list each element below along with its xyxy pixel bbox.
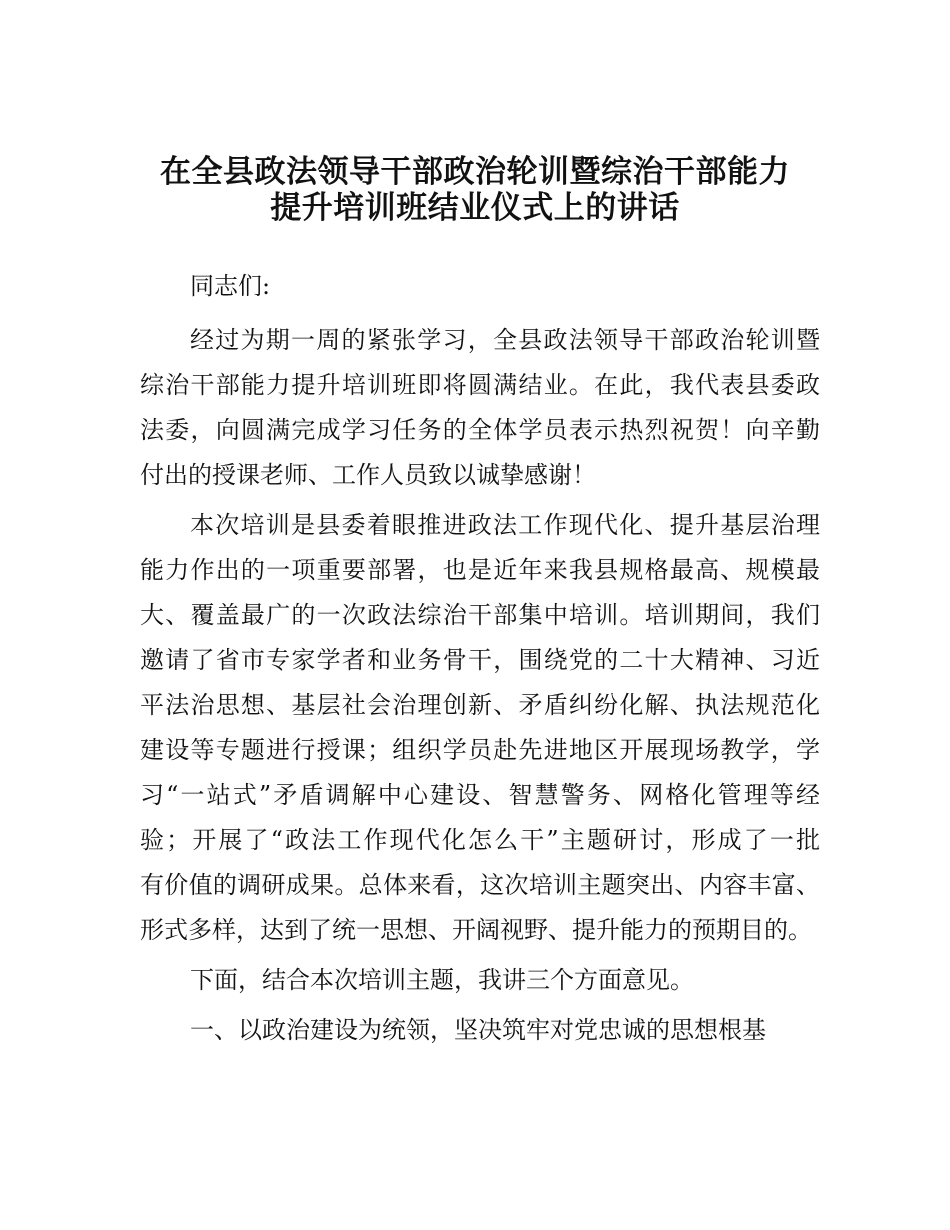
paragraph-3: 下面，结合本次培训主题，我讲三个方面意见。 — [190, 966, 694, 994]
salutation: 同志们: — [190, 272, 271, 300]
paragraph-1-line: 经过为期一周的紧张学习，全县政法领导干部政治轮训暨 — [190, 326, 820, 354]
paragraph-2-line: 验；开展了“政法工作现代化怎么干”主题研讨，形成了一批 — [140, 826, 820, 854]
document-title-line-2: 提升培训班结业仪式上的讲话 — [270, 190, 680, 226]
paragraph-2-line: 习“一站式”矛盾调解中心建设、智慧警务、网格化管理等经 — [140, 781, 820, 809]
document-title-line-1: 在全县政法领导干部政治轮训暨综治干部能力 — [160, 154, 790, 190]
paragraph-2-line: 大、覆盖最广的一次政法综治干部集中培训。培训期间，我们 — [140, 601, 820, 629]
section-1-heading: 一、以政治建设为统领，坚决筑牢对党忠诚的思想根基 — [190, 1016, 766, 1044]
paragraph-1-line: 综治干部能力提升培训班即将圆满结业。在此，我代表县委政 — [140, 371, 820, 399]
paragraph-1-line: 付出的授课老师、工作人员致以诚挚感谢！ — [140, 461, 596, 489]
paragraph-2-line: 邀请了省市专家学者和业务骨干，围绕党的二十大精神、习近 — [140, 646, 820, 674]
paragraph-2-line: 有价值的调研成果。总体来看，这次培训主题突出、内容丰富、 — [140, 871, 820, 899]
paragraph-2-line: 本次培训是县委着眼推进政法工作现代化、提升基层治理 — [190, 511, 820, 539]
paragraph-2-line: 能力作出的一项重要部署，也是近年来我县规格最高、规模最 — [140, 556, 820, 584]
paragraph-2-line: 形式多样，达到了统一思想、开阔视野、提升能力的预期目的。 — [140, 916, 812, 944]
paragraph-2-line: 建设等专题进行授课；组织学员赴先进地区开展现场教学，学 — [140, 736, 820, 764]
paragraph-1-line: 法委，向圆满完成学习任务的全体学员表示热烈祝贺！向辛勤 — [140, 416, 820, 444]
paragraph-2-line: 平法治思想、基层社会治理创新、矛盾纠纷化解、执法规范化 — [140, 691, 820, 719]
